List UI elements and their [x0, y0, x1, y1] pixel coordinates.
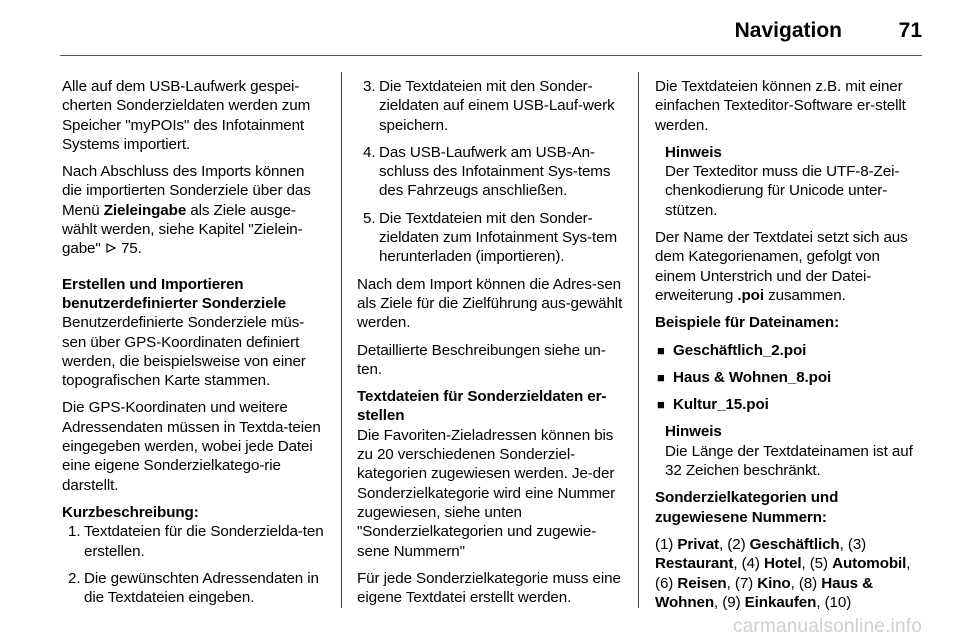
examples-list: [655, 341, 923, 415]
column-2: [357, 77, 625, 615]
text: als Ziele ausge-wählt werden, siehe Kapitel "Zielein-gabe": [62, 201, 303, 258]
paragraph: Detaillierte Beschreibungen siehe un-ten.: [357, 341, 606, 378]
category-number: (3): [847, 535, 867, 553]
paragraph: [655, 228, 923, 305]
note-box: [655, 422, 923, 480]
column-divider: [638, 72, 639, 608]
list-text: Haus & Wohnen_8.poi: [673, 368, 832, 386]
category-name: Kino: [757, 574, 791, 592]
list-text: Textdateien für die Sonderzielda-ten erstellen.: [84, 523, 324, 560]
category-name: Reisen: [677, 574, 727, 592]
category-number: (7): [734, 574, 758, 592]
paragraph: Nach dem Import können die Adres-sen als Ziele für die Zielführung aus-gewählt werden.: [357, 275, 623, 332]
list-number: 4.: [363, 143, 376, 161]
category-name: Haus & Wohnen: [655, 574, 873, 611]
paragraph: Die GPS-Koordinaten und weitere Adressendaten müssen in Textda-teien eingegeben werden, wobei jede Datei eine eigene Sonderzielkatego-rie darstellt.: [62, 399, 321, 494]
paragraph: Benutzerdefinierte Sonderziele müs-sen über GPS-Koordinaten definiert werden, die beispielsweise von einer topografischen Karte stammen.: [62, 314, 306, 390]
category-name: Privat: [677, 535, 720, 553]
category-name: Automobil: [832, 555, 907, 573]
text: zusammen.: [763, 286, 846, 304]
category-number: , (10): [816, 593, 852, 611]
list-number: 1.: [68, 523, 81, 541]
section-heading: Sonderzielkategorien und zugewiesene Nummern:: [655, 489, 839, 526]
watermark: carmanualsonline.info: [732, 616, 922, 637]
category-name: Restaurant: [655, 555, 734, 573]
category-list: [655, 535, 923, 612]
list-item: [357, 209, 625, 267]
square-bullet-icon: ■: [657, 342, 665, 358]
square-bullet-icon: ■: [657, 397, 665, 413]
note-text: Die Länge der Textdateinamen ist auf 32 Zeichen beschränkt.: [665, 442, 913, 480]
reference-arrow-icon: [105, 240, 117, 257]
category-number: (1): [655, 535, 678, 553]
header-rule: [60, 55, 922, 56]
category-number: (6): [655, 574, 678, 592]
paragraph: Für jede Sonderzielkategorie muss eine eigene Textdatei erstellt werden.: [357, 569, 621, 607]
list-item: [62, 569, 327, 608]
separator: ,: [719, 535, 728, 553]
separator: ,: [906, 555, 911, 573]
note-title: Hinweis: [665, 423, 722, 441]
list-text: Die Textdateien mit den Sonder-zieldaten auf einem USB-Lauf-werk speichern.: [379, 78, 615, 134]
category-name: Einkaufen: [744, 593, 817, 611]
category-number: (4): [741, 555, 764, 573]
paragraph: [62, 162, 327, 258]
category-number: (8): [798, 574, 822, 592]
list-text: Geschäftlich_2.poi: [673, 341, 807, 359]
list-number: 5.: [363, 209, 376, 227]
list-item: [655, 341, 923, 360]
list-item: [62, 522, 327, 561]
page-number: 71: [898, 19, 922, 42]
section-heading: Kurzbeschreibung:: [62, 503, 199, 521]
page-header: [0, 0, 960, 60]
list-text: Die Textdateien mit den Sonder-zieldaten zum Infotainment Sys-tem herunterladen (importieren).: [379, 209, 618, 266]
column-3: [655, 77, 923, 620]
square-bullet-icon: ■: [657, 369, 665, 385]
section-heading: Beispiele für Dateinamen:: [655, 314, 840, 332]
separator: ,: [726, 574, 735, 592]
separator: ,: [733, 555, 742, 573]
note-box: [655, 143, 923, 220]
category-number: (2): [727, 535, 750, 553]
steps-list: [62, 522, 327, 607]
note-text: Der Texteditor muss die UTF-8-Zei-chenkodierung für Unicode unter-stützen.: [665, 163, 900, 219]
list-item: [655, 395, 923, 414]
file-extension: .poi: [737, 286, 764, 304]
paragraph: Die Textdateien können z.B. mit einer einfachen Texteditor-Software er-stellt werden.: [655, 78, 906, 134]
list-item: [357, 77, 625, 135]
list-item: [357, 143, 625, 201]
page-reference: 75.: [120, 240, 142, 258]
category-name: Geschäftlich: [749, 535, 840, 553]
list-text: Das USB-Laufwerk am USB-An-schluss des Infotainment Sys-tems des Fahrzeugs anschließen.: [379, 143, 611, 200]
text: Der Name der Textdatei setzt sich aus dem Kategorienamen, gefolgt von einem Unterstrich und der Datei-erweiterung: [655, 229, 908, 304]
category-name: Hotel: [763, 555, 802, 573]
section-heading: Textdateien für Sonderzieldaten er-stellen: [357, 388, 607, 425]
list-item: [655, 368, 923, 387]
separator: ,: [714, 593, 723, 611]
category-number: (9): [722, 593, 745, 611]
note-title: Hinweis: [665, 143, 722, 161]
list-text: Die gewünschten Adressendaten in die Textdateien eingeben.: [84, 569, 319, 607]
separator: ,: [801, 555, 810, 573]
page-title: Navigation: [734, 19, 842, 42]
steps-list: [357, 77, 625, 267]
separator: ,: [839, 535, 848, 553]
list-number: 2.: [68, 569, 81, 587]
text: Nach Abschluss des Imports können die importierten Sonderziele über das Menü: [62, 163, 311, 219]
paragraph: Die Favoriten-Zieladressen können bis zu 20 verschiedenen Sonderziel-kategorien zugewiesen werden. Je-der Sonderzielkategorie wird eine Nummer zugewiesen, siehe unten "Sonderzielkategorien und zugewie-sene Nummern": [357, 426, 616, 560]
section-heading: Erstellen und Importieren benutzerdefinierter Sonderziele: [62, 275, 286, 312]
paragraph: Alle auf dem USB-Laufwerk gespei-cherten Sonderzieldaten werden zum Speicher "myPOIs" des Infotainment Systems importiert.: [62, 78, 311, 153]
list-text: Kultur_15.poi: [673, 396, 769, 414]
category-number: (5): [809, 555, 833, 573]
list-number: 3.: [363, 78, 376, 95]
separator: ,: [790, 574, 799, 592]
column-1: [62, 77, 327, 615]
menu-name: Zieleingabe: [103, 201, 187, 219]
column-divider: [341, 72, 342, 608]
